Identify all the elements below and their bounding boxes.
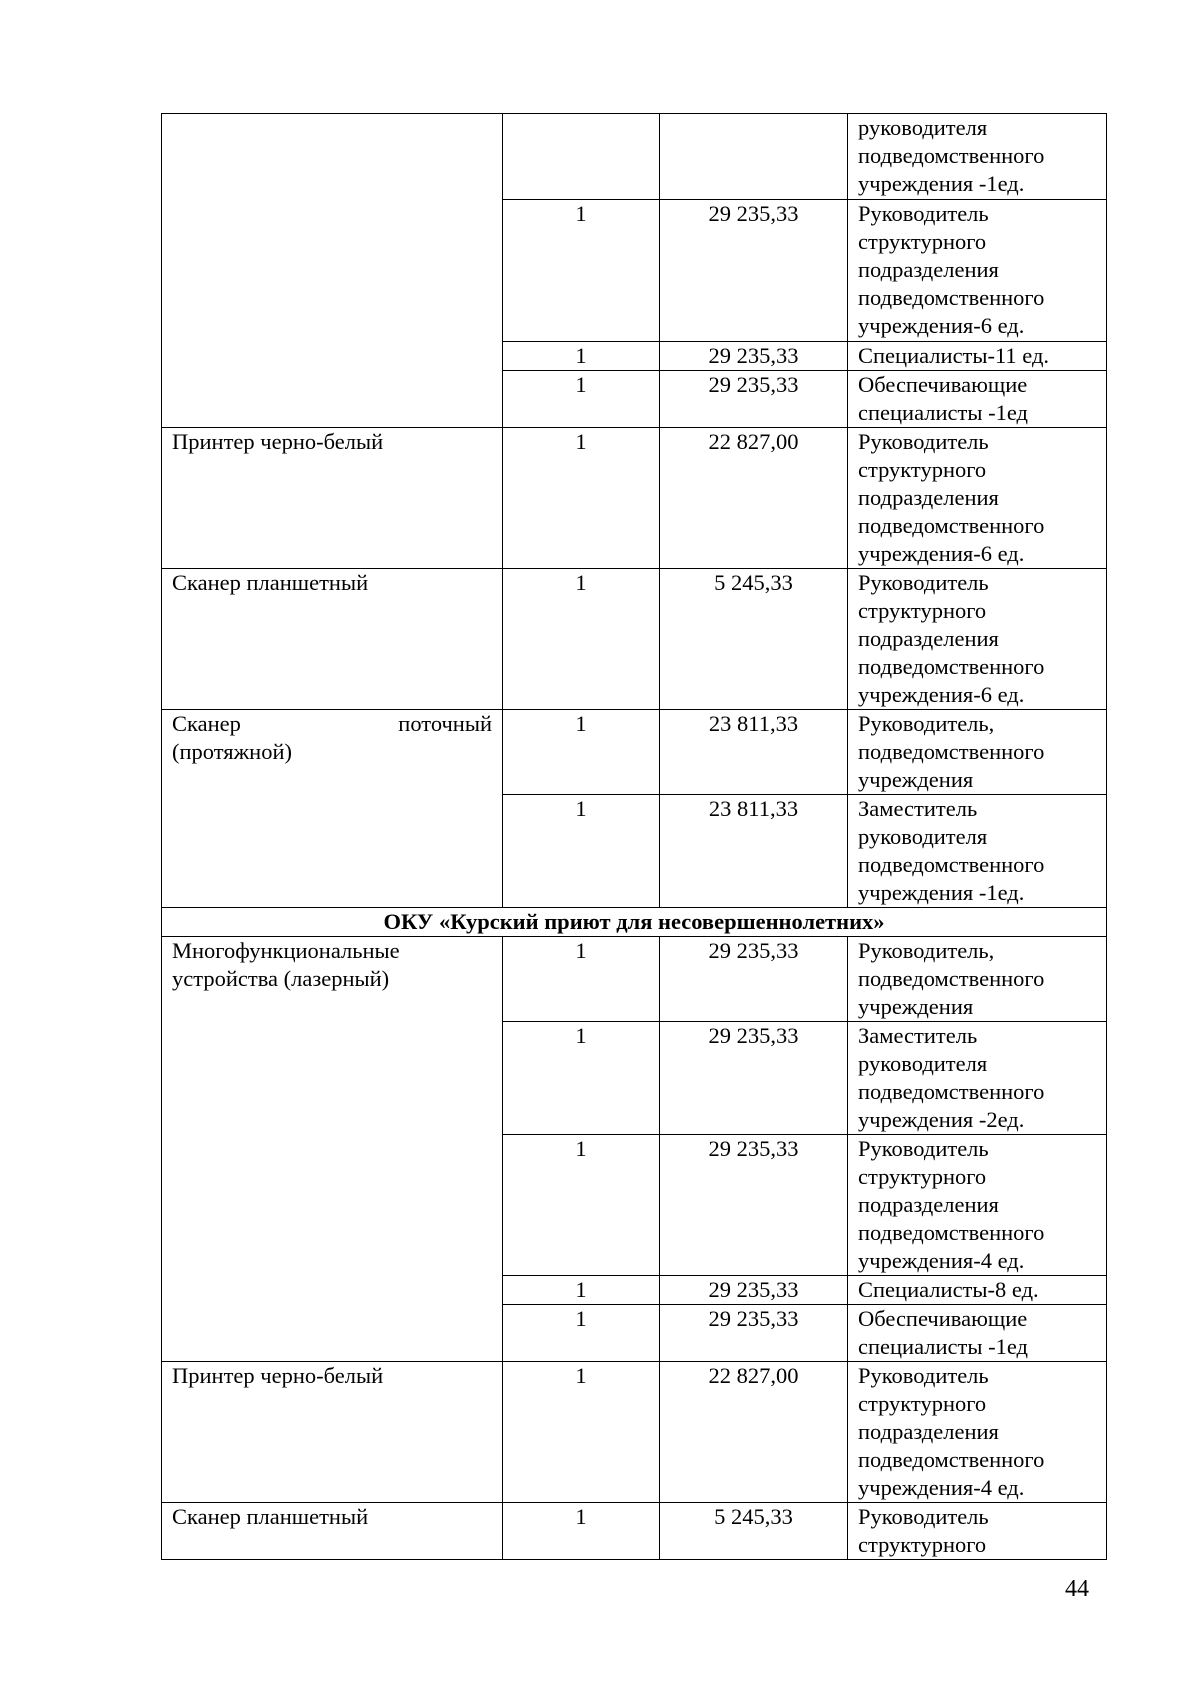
category-cell: Обеспечивающие специалисты -1ед bbox=[848, 371, 1107, 428]
table-row bbox=[162, 937, 1107, 1022]
category-cell: Обеспечивающие специалисты -1ед bbox=[848, 1305, 1107, 1362]
price-cell: 5 245,33 bbox=[660, 569, 848, 710]
category-cell: Заместитель руководителя подведомственного учреждения -1ед. bbox=[848, 795, 1107, 908]
price-cell: 29 235,33 bbox=[660, 1135, 848, 1276]
item-cell: Сканер планшетный bbox=[162, 1503, 503, 1560]
category-cell: руководителя подведомственного учреждения -1ед. bbox=[848, 114, 1107, 200]
category-cell: Специалисты-11 ед. bbox=[848, 342, 1107, 371]
price-cell: 23 811,33 bbox=[660, 710, 848, 795]
category-cell: Руководитель структурного bbox=[848, 1503, 1107, 1560]
equipment-table bbox=[161, 113, 1107, 1560]
qty-cell: 1 bbox=[503, 1362, 660, 1503]
category-cell: Руководитель структурного подразделения подведомственного учреждения-4 ед. bbox=[848, 1362, 1107, 1503]
item-cell: Многофункциональные устройства (лазерный) bbox=[162, 937, 503, 1362]
price-cell: 23 811,33 bbox=[660, 795, 848, 908]
section-header-row bbox=[162, 908, 1107, 937]
qty-cell: 1 bbox=[503, 937, 660, 1022]
qty-cell: 1 bbox=[503, 795, 660, 908]
item-cell: Принтер черно-белый bbox=[162, 1362, 503, 1503]
table-row bbox=[162, 114, 1107, 200]
category-cell: Руководитель, подведомственного учреждения bbox=[848, 710, 1107, 795]
price-cell: 29 235,33 bbox=[660, 371, 848, 428]
qty-cell: 1 bbox=[503, 1503, 660, 1560]
qty-cell: 1 bbox=[503, 710, 660, 795]
qty-cell: 1 bbox=[503, 200, 660, 342]
qty-cell: 1 bbox=[503, 342, 660, 371]
page-number: 44 bbox=[1065, 1576, 1089, 1602]
table-row bbox=[162, 710, 1107, 795]
category-cell: Руководитель структурного подразделения подведомственного учреждения-6 ед. bbox=[848, 569, 1107, 710]
category-cell: Руководитель структурного подразделения подведомственного учреждения-6 ед. bbox=[848, 428, 1107, 569]
category-cell: Специалисты-8 ед. bbox=[848, 1276, 1107, 1305]
qty-cell: 1 bbox=[503, 1022, 660, 1135]
price-cell: 29 235,33 bbox=[660, 342, 848, 371]
item-cell bbox=[162, 710, 503, 908]
price-cell: 29 235,33 bbox=[660, 937, 848, 1022]
item-line: Сканер поточный bbox=[172, 711, 492, 736]
price-cell: 29 235,33 bbox=[660, 1022, 848, 1135]
section-title: ОКУ «Курский приют для несовершеннолетних» bbox=[162, 908, 1107, 937]
table-row bbox=[162, 569, 1107, 710]
qty-cell: 1 bbox=[503, 1276, 660, 1305]
table-row bbox=[162, 428, 1107, 569]
category-cell: Заместитель руководителя подведомственного учреждения -2ед. bbox=[848, 1022, 1107, 1135]
price-cell: 29 235,33 bbox=[660, 200, 848, 342]
price-cell: 29 235,33 bbox=[660, 1305, 848, 1362]
item-line: (протяжной) bbox=[172, 739, 292, 764]
price-cell bbox=[660, 114, 848, 200]
table-row bbox=[162, 1503, 1107, 1560]
price-cell: 29 235,33 bbox=[660, 1276, 848, 1305]
qty-cell: 1 bbox=[503, 371, 660, 428]
category-cell: Руководитель, подведомственного учреждения bbox=[848, 937, 1107, 1022]
price-cell: 22 827,00 bbox=[660, 428, 848, 569]
price-cell: 22 827,00 bbox=[660, 1362, 848, 1503]
qty-cell: 1 bbox=[503, 1135, 660, 1276]
qty-cell: 1 bbox=[503, 428, 660, 569]
price-cell: 5 245,33 bbox=[660, 1503, 848, 1560]
item-cell: Принтер черно-белый bbox=[162, 428, 503, 569]
table-row bbox=[162, 1362, 1107, 1503]
qty-cell: 1 bbox=[503, 1305, 660, 1362]
item-cell: Сканер планшетный bbox=[162, 569, 503, 710]
category-cell: Руководитель структурного подразделения подведомственного учреждения-6 ед. bbox=[848, 200, 1107, 342]
category-cell: Руководитель структурного подразделения подведомственного учреждения-4 ед. bbox=[848, 1135, 1107, 1276]
qty-cell: 1 bbox=[503, 569, 660, 710]
qty-cell bbox=[503, 114, 660, 200]
item-cell-empty bbox=[162, 114, 503, 428]
